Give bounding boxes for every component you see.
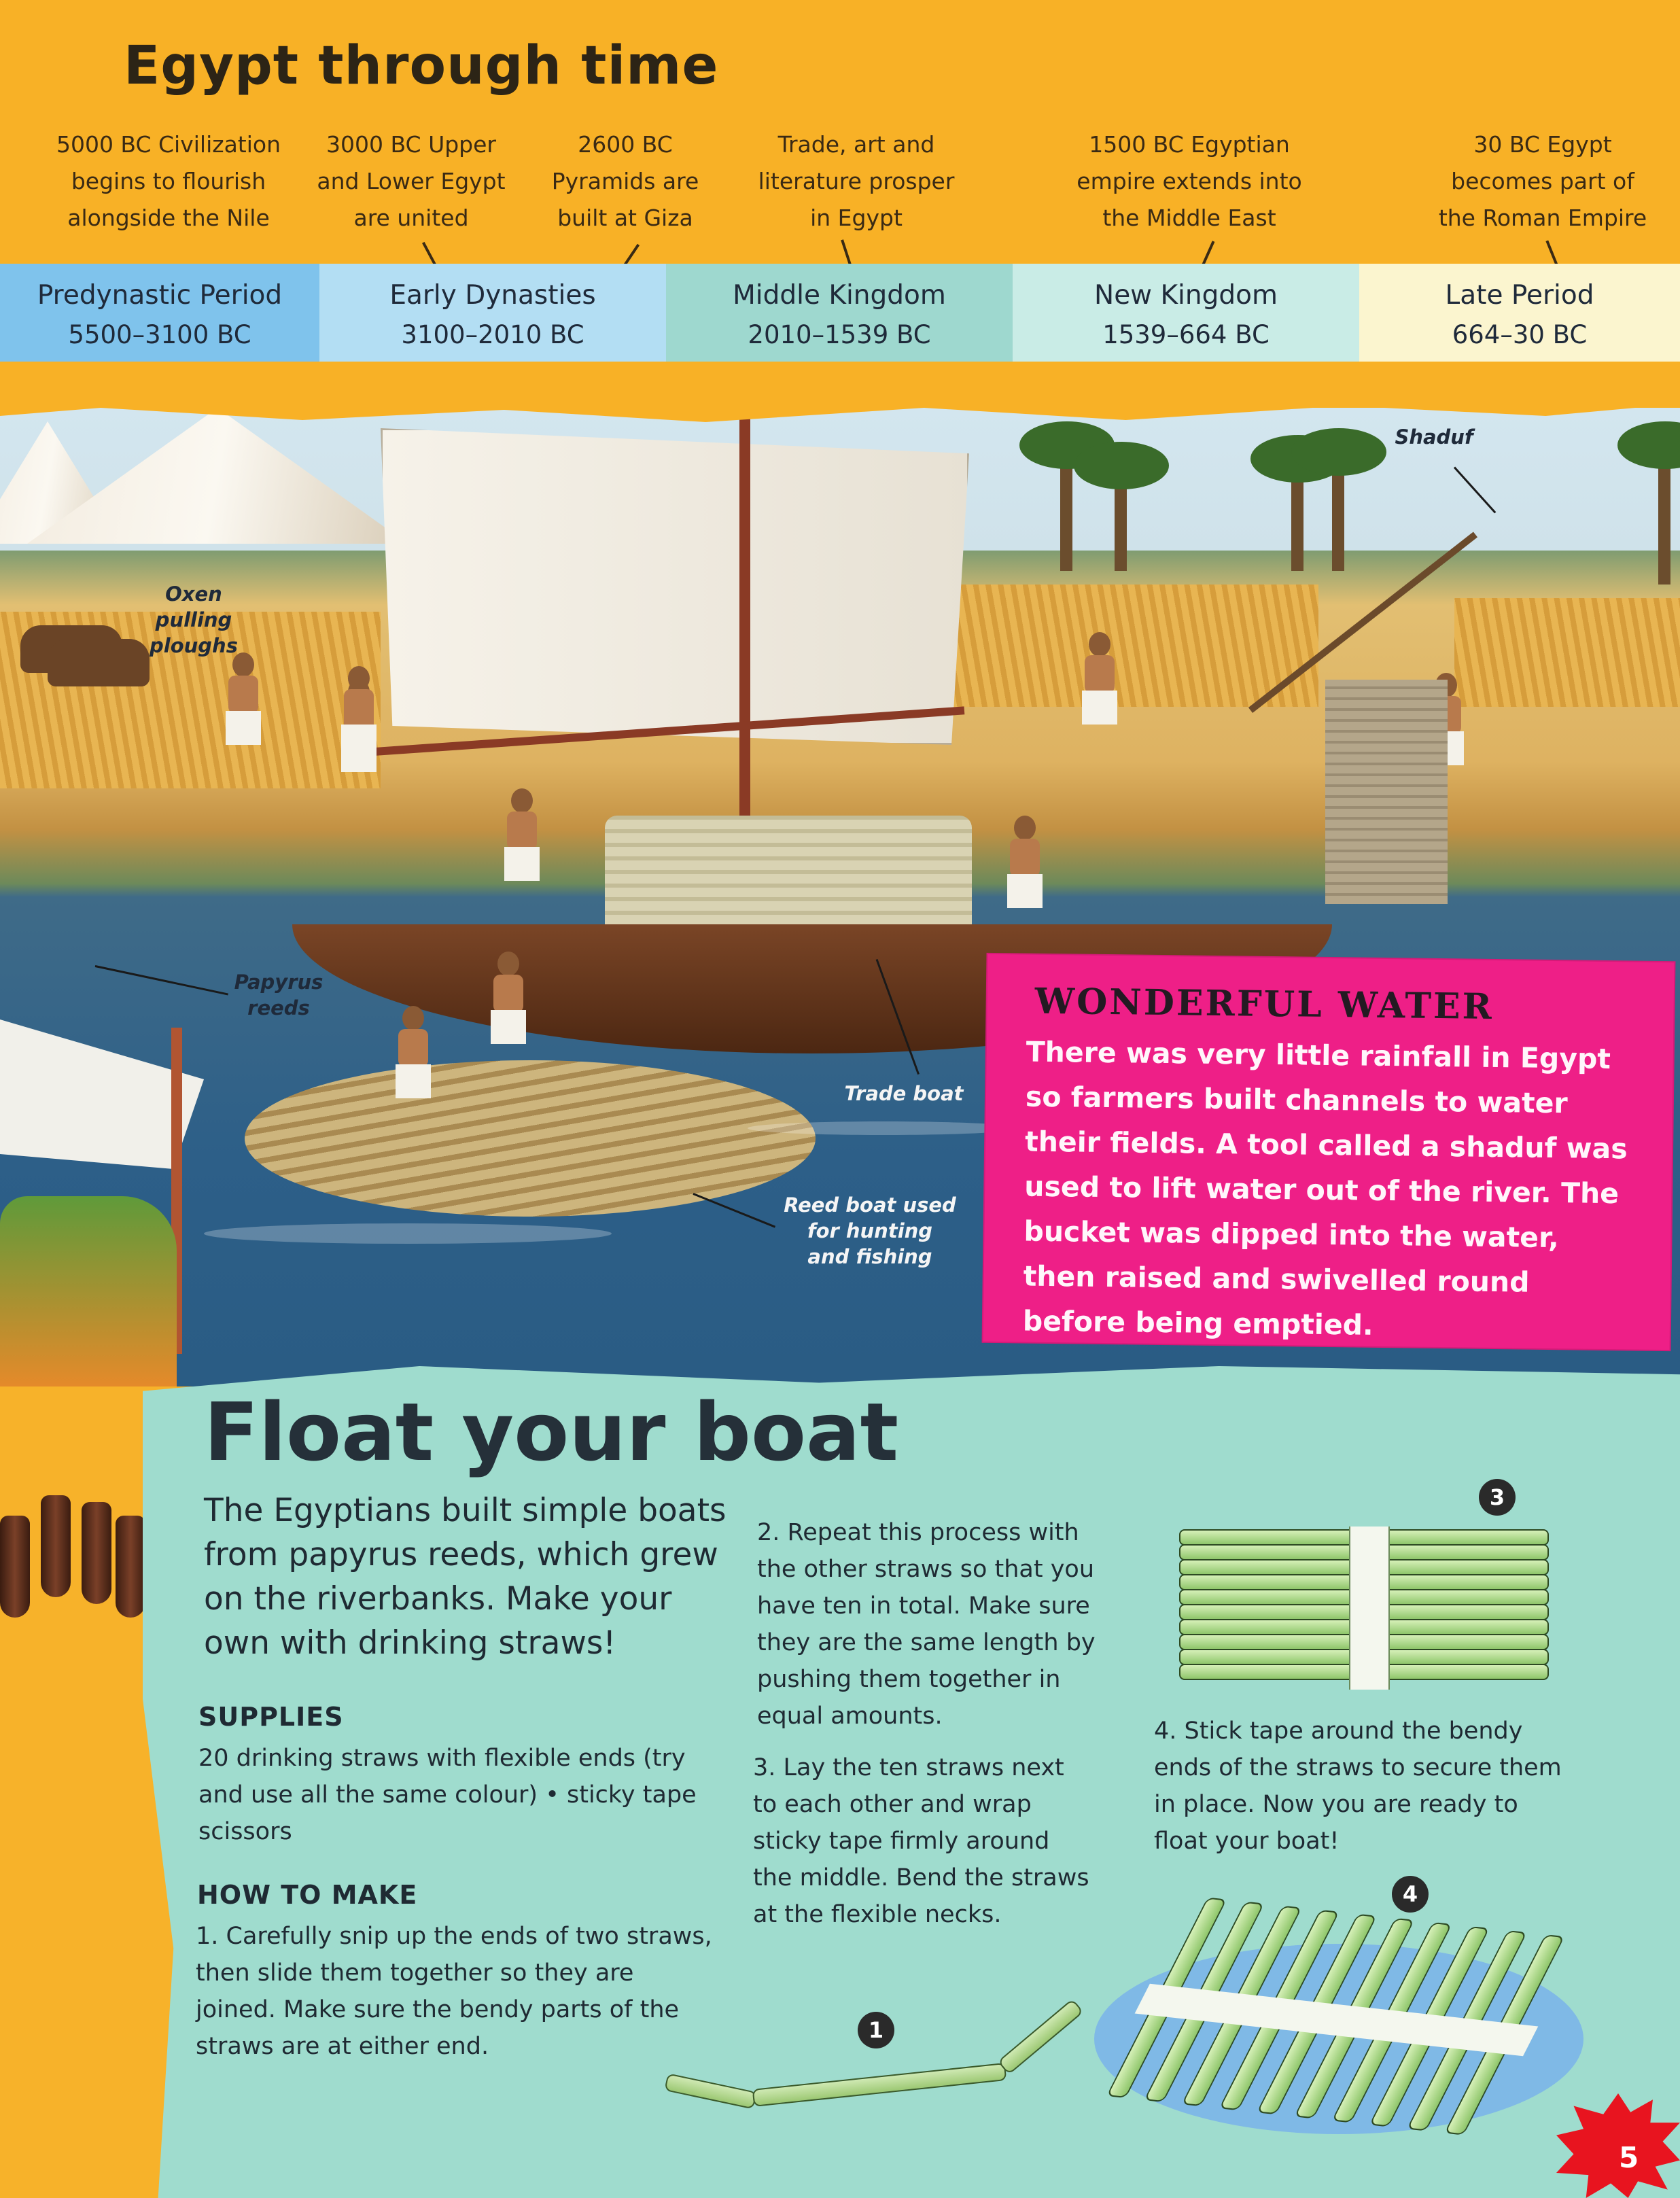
jar [116, 1516, 145, 1618]
step-3-text: 3. Lay the ten straws next to each other and wrap sticky tape firmly around the middle. Bend the straws at the flexible necks. [753, 1754, 1089, 1928]
jar [82, 1502, 111, 1604]
wonderful-water-title: WONDERFUL WATER [1034, 980, 1494, 1028]
wheat-field [938, 585, 1318, 707]
pointer-line [95, 965, 228, 996]
palm-tree [1291, 428, 1386, 476]
timeline-event: 2600 BC Pyramids are built at Giza [551, 131, 699, 231]
period-name: Late Period [1445, 280, 1594, 311]
palm-tree [1617, 421, 1680, 469]
ox [48, 639, 150, 686]
period-predynastic [0, 264, 319, 362]
period-early-dynasties [319, 264, 666, 362]
step-badge: 3 [1479, 1479, 1516, 1516]
page-number: 5 [1619, 2141, 1639, 2174]
shaduf-frame [1325, 680, 1448, 904]
period-name: Middle Kingdom [733, 280, 946, 311]
palm-tree [1658, 449, 1670, 585]
timeline-event: Trade, art and literature prosper in Egypt [758, 131, 955, 231]
wheat-field [1454, 598, 1680, 707]
period-dates: 1539–664 BC [1102, 320, 1270, 349]
market-stall [0, 1196, 177, 1386]
pyramid [27, 408, 408, 544]
period-late [1359, 264, 1680, 362]
pointer-line [693, 1193, 775, 1227]
activity-title: Float your boat [204, 1385, 899, 1479]
label-shaduf: Shaduf [1395, 425, 1473, 449]
label-papyrus: Papyrus reeds [234, 971, 323, 1019]
supplies-list: 20 drinking straws with flexible ends (try and use all the same colour) • sticky tape scissors [198, 1745, 697, 1845]
period-name: New Kingdom [1094, 280, 1278, 311]
step-badge: 1 [858, 2012, 894, 2048]
timeline-header [0, 0, 1680, 408]
step-4-text: 4. Stick tape around the bendy ends of the straws to secure them in place. Now you are ready to float your boat! [1154, 1717, 1562, 1855]
period-band [0, 264, 1680, 362]
page-title: Egypt through time [124, 35, 719, 97]
step-badge: 4 [1392, 1876, 1429, 1913]
activity-intro: The Egyptians built simple boats from papyrus reeds, which grew on the riverbanks. Make your own with drinking straws! [204, 1492, 727, 1662]
timeline-event: 3000 BC Upper and Lower Egypt are united [317, 131, 506, 231]
period-middle-kingdom [666, 264, 1013, 362]
period-dates: 3100–2010 BC [401, 320, 584, 349]
period-new-kingdom [1013, 264, 1359, 362]
boat-sail [381, 428, 969, 745]
label-reed-boat: Reed boat used for hunting and fishing [784, 1193, 956, 1268]
period-name: Early Dynasties [389, 280, 596, 311]
timeline-event: 30 BC Egypt becomes part of the Roman Empire [1438, 131, 1647, 231]
palm-tree [1074, 442, 1169, 489]
supplies-heading: SUPPLIES [198, 1702, 344, 1732]
timeline-event: 1500 BC Egyptian empire extends into the Middle East [1077, 131, 1302, 231]
timeline-event: 5000 BC Civilization begins to flourish alongside the Nile [56, 131, 281, 231]
label-trade-boat: Trade boat [844, 1082, 964, 1105]
period-name: Predynastic Period [37, 280, 283, 311]
how-to-make-heading: HOW TO MAKE [197, 1880, 418, 1910]
step-1-text: 1. Carefully snip up the ends of two straws, then slide them together so they are joined. Make sure the bendy parts of the straws are at either end. [196, 1923, 712, 2060]
step-2-text: 2. Repeat this process with the other straws so that you have ten in total. Make sure they are the same length by pushing them together in equal amounts. [757, 1519, 1096, 1730]
period-dates: 664–30 BC [1452, 320, 1588, 349]
wonderful-water-body: There was very little rainfall in Egypt so farmers built channels to water their fields. A tool called a shaduf was used to lift water out of the river. The bucket was dipped into the water, then raised and swivelled round before being emptied. [1022, 1035, 1628, 1342]
wonderful-water-box [983, 954, 1675, 1350]
period-dates: 2010–1539 BC [748, 320, 931, 349]
water-ripple [204, 1223, 612, 1244]
jar [41, 1495, 71, 1597]
period-dates: 5500–3100 BC [68, 320, 251, 349]
reed-boat [245, 1060, 816, 1217]
pointer-line [1454, 466, 1496, 513]
label-oxen: Oxen pulling ploughs [150, 582, 238, 657]
straw-raft-step-3 [1179, 1529, 1546, 1686]
jar [0, 1516, 30, 1618]
water-ripple [748, 1121, 1019, 1135]
